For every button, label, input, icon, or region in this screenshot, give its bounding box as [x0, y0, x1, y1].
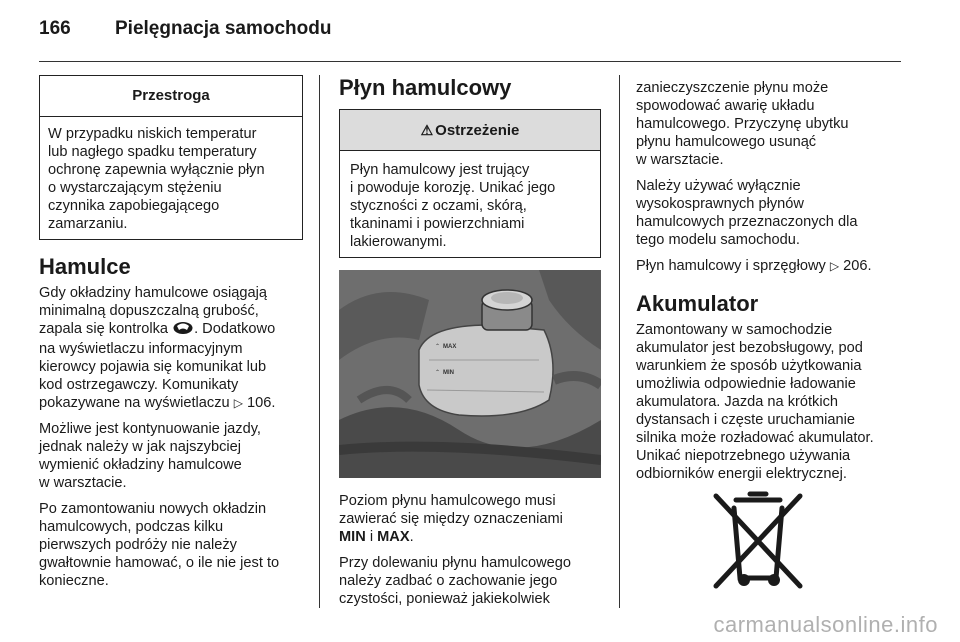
brake-fluid-paragraph-1: Poziom płynu hamulcowego musi zawierać się między oznaczeniami MIN i MAX.	[339, 493, 563, 545]
watermark: carmanualsonline.info	[713, 612, 938, 637]
brakes-paragraph-3: Po zamontowaniu nowych okładzin hamulcowych, podczas kilku pierwszych podróży nie należy gwałtownie hamować, o ile nie jest to konieczne.	[39, 501, 280, 589]
warning-line: styczności z oczami, skórą,	[350, 198, 527, 214]
photo-min-label: MIN	[443, 370, 454, 376]
brake-fluid-reservoir-photo	[339, 270, 601, 478]
svg-text:⌃: ⌃	[435, 344, 441, 350]
warning-line: tkaninami i powierzchniami	[350, 216, 525, 232]
left-column	[39, 75, 303, 598]
page-ref-arrow-icon: ▷	[233, 396, 243, 410]
column-divider-2	[619, 75, 620, 608]
caution-line: czynnika zapobiegającego	[48, 198, 220, 214]
caution-line: o wystarczającym stężeniu	[48, 180, 222, 196]
brake-fluid-heading: Płyn hamulcowy	[339, 75, 512, 100]
warning-triangle-icon: ⚠	[420, 122, 434, 138]
right-paragraph-2: Należy używać wyłącznie wysokosprawnych płynów hamulcowych przeznaczonych dla tego modelu samochodu.	[636, 178, 858, 248]
caution-line: zamarzaniu.	[48, 216, 128, 232]
warning-box-title: Ostrzeżenie	[435, 122, 520, 139]
column-divider-1	[319, 75, 320, 608]
caution-box-title: Przestroga	[40, 76, 302, 117]
battery-heading: Akumulator	[636, 291, 759, 316]
warning-box-body	[340, 151, 600, 257]
right-paragraph-1: zanieczyszczenie płynu może spowodować awarię układu hamulcowego. Przyczynę ubytku płynu hamulcowego usunąć w warsztacie.	[636, 80, 849, 168]
photo-max-label: MAX	[443, 344, 457, 350]
caution-line: ochronę zapewnia wyłącznie płyn	[48, 162, 265, 178]
warning-box	[339, 109, 601, 258]
warning-line: i powoduje korozję. Unikać jego	[350, 180, 556, 196]
page-ref-link[interactable]: 106.	[246, 395, 276, 411]
right-paragraph-3: Płyn hamulcowy i sprzęgłowy ▷ 206.	[636, 258, 872, 274]
warning-line: Płyn hamulcowy jest trujący	[350, 162, 530, 178]
right-column	[636, 79, 904, 491]
page-ref-arrow-icon: ▷	[829, 259, 840, 273]
brakes-paragraph-1: Gdy okładziny hamulcowe osiągają minimalną dopuszczalną grubość, zapala się kontrolka . Dodatkowo na wyświetlaczu informacyjnym kierowcy pojawia się komunikat lub kod ostrzegawczy. Komunikaty pokazywane na wyświetlaczu ▷ 106.	[39, 285, 276, 411]
brake-fluid-paragraph-2: Przy dolewaniu płynu hamulcowego należy zadbać o zachowanie jego czystości, ponieważ jakiekolwiek	[339, 555, 572, 607]
min-label: MIN	[339, 529, 366, 545]
caution-box	[39, 75, 303, 240]
header-rule	[39, 61, 901, 62]
middle-column	[339, 75, 601, 616]
brakes-paragraph-2: Możliwe jest kontynuowanie jazdy, jednak należy w jak najszybciej wymienić okładziny hamulcowe w warsztacie.	[39, 421, 261, 491]
brake-warning-icon	[172, 321, 194, 340]
warning-box-header	[340, 110, 600, 151]
page-title: Pielęgnacja samochodu	[115, 18, 332, 39]
svg-text:⌃: ⌃	[435, 370, 441, 376]
crossed-out-bin-icon	[708, 488, 808, 592]
warning-line: lakierowanymi.	[350, 234, 447, 250]
page-ref-link[interactable]: 206.	[843, 258, 872, 274]
max-label: MAX	[377, 529, 410, 545]
brakes-heading: Hamulce	[39, 254, 131, 279]
caution-line: W przypadku niskich temperatur	[48, 126, 257, 142]
battery-paragraph: Zamontowany w samochodzie akumulator jest bezobsługowy, pod warunkiem że sposób użytkowania umożliwia odpowiednie ładowanie akumulatora. Jazda na krótkich dystansach i częste uruchamianie silnika może rozładować akumulator. Unikać niepotrzebnego używania odbiorników energii elektrycznej.	[636, 322, 874, 482]
page-number: 166	[39, 18, 71, 39]
caution-line: lub nagłego spadku temperatury	[48, 144, 257, 160]
caution-box-body	[40, 117, 302, 239]
